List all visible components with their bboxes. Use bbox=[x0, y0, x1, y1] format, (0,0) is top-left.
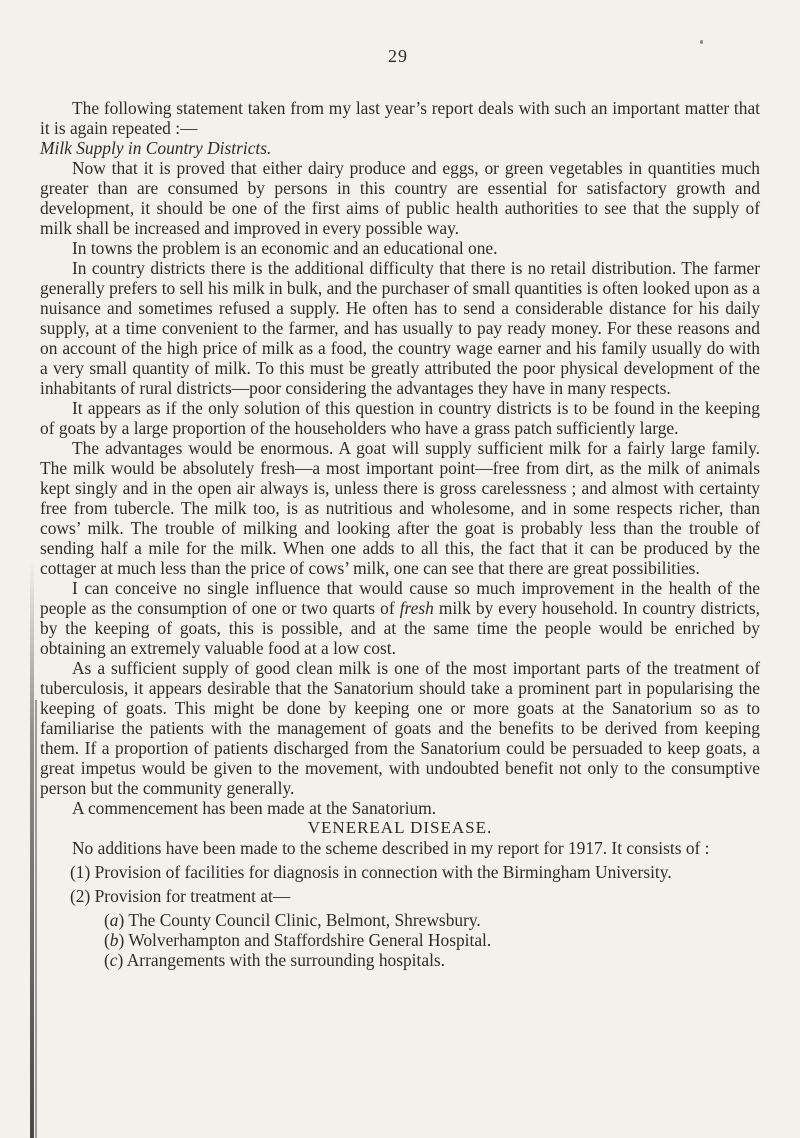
milk-supply-subheading: Milk Supply in Country Districts. bbox=[40, 138, 272, 158]
subitem-text: Arrangements with the surrounding hospitals. bbox=[126, 950, 446, 970]
paragraph-towns: In towns the problem is an economic and an educational one. bbox=[72, 238, 498, 258]
paragraph-country-districts: In country districts there is the additional difficulty that there is no retail distribution. The farmer generally prefers to sell his milk in bulk, and the purchaser of small quantities is often looked upon as a nuisance and sometimes refused a supply. He often has to send a considerable distance for his daily supply, at a time convenient to the farmer, and has usually to pay ready money. For these reasons and on account of the high price of milk as a food, the country wage earner and his family usually do with a very small quantity of milk. To this must be greatly attributed the poor physical development of the inhabitants of rural districts—poor considering the advantages they have in many respects. bbox=[40, 258, 760, 398]
paragraph-goats-solution: It appears as if the only solution of this question in country districts is to be found in the keeping of goats by a large proportion of the householders who have a grass patch sufficiently large. bbox=[40, 398, 760, 438]
paragraph-advantages: The advantages would be enormous. A goat will supply sufficient milk for a fairly large family. The milk would be absolutely fresh—a most important point—free from dirt, as the milk of animals kept singly and in the open air always is, unless there is gross carelessness ; and almost with certainty free from tubercle. The milk too, is as nutritious and wholesome, and in some respects richer, than cows’ milk. The trouble of milking and looking after the goat is probably less than the trouble of sending half a mile for the milk. When one adds to all this, the fact that it can be produced by the cottager at much less than the price of cows’ milk, one can see that there are great possibilities. bbox=[40, 438, 760, 578]
page-binding-line bbox=[35, 700, 37, 1138]
paragraph-dairy: Now that it is proved that either dairy produce and eggs, or green vegetables in quantities much greater than are consumed by persons in this country are essential for satisfactory growth and development, it should be one of the first aims of public health authorities to see that the supply of milk shall be increased and improved in every possible way. bbox=[40, 158, 760, 238]
fresh-emphasis: fresh bbox=[399, 598, 434, 618]
item-text: Provision for treatment at— bbox=[94, 886, 291, 906]
fresh-before-text: I can conceive no single influence that would cause so much improvement in the health of the people as the consumption of one or two quarts of bbox=[40, 578, 760, 618]
sublist-item: (b) Wolverhampton and Staffordshire General Hospital. bbox=[104, 930, 492, 950]
sublist-item: (c) Arrangements with the surrounding hospitals. bbox=[104, 950, 446, 970]
subitem-letter: a bbox=[109, 910, 119, 930]
venereal-intro: No additions have been made to the scheme described in my report for 1917. It consists of : bbox=[72, 838, 710, 858]
item-number: (1) bbox=[70, 862, 91, 882]
intro-paragraph: The following statement taken from my last year’s report deals with such an important matter that it is again repeated :— bbox=[40, 98, 760, 138]
item-text: Provision of facilities for diagnosis in connection with the Birmingham University. bbox=[94, 862, 672, 882]
item-number: (2) bbox=[70, 886, 91, 906]
subitem-letter: b bbox=[109, 930, 119, 950]
print-speck bbox=[700, 40, 703, 44]
page-body bbox=[40, 98, 760, 970]
treatment-sublist bbox=[40, 910, 760, 970]
venereal-disease-heading: VENEREAL DISEASE. bbox=[307, 818, 493, 837]
list-item bbox=[40, 862, 760, 882]
subitem-text: Wolverhampton and Staffordshire General Hospital. bbox=[128, 930, 492, 950]
list-item bbox=[40, 886, 760, 906]
paragraph-commencement: A commencement has been made at the Sanatorium. bbox=[72, 798, 437, 818]
subitem-text: The County Council Clinic, Belmont, Shrewsbury. bbox=[128, 910, 481, 930]
subitem-letter: c bbox=[109, 950, 118, 970]
paragraph-fresh-milk bbox=[40, 578, 760, 658]
paragraph-sanatorium: As a sufficient supply of good clean milk is one of the most important parts of the treatment of tuberculosis, it appears desirable that the Sanatorium should take a prominent part in popularising the keeping of goats. This might be done by keeping one or more goats at the Sanatorium so as to familiarise the patients with the management of goats and the benefits to be derived from keeping them. If a proportion of patients discharged from the Sanatorium could be persuaded to keep goats, a great impetus would be given to the movement, with undoubted benefit not only to the consumptive person but the community generally. bbox=[40, 658, 760, 798]
fresh-after-text: milk by every household. In country districts, by the keeping of goats, this is possible, and at the same time the people would be enriched by obtaining an extremely valuable food at a low cost. bbox=[40, 598, 760, 658]
provision-list bbox=[40, 862, 760, 906]
sublist-item: (a) The County Council Clinic, Belmont, Shrewsbury. bbox=[104, 910, 481, 930]
page-binding-shadow bbox=[30, 560, 34, 1138]
page-number: 29 bbox=[388, 46, 408, 66]
